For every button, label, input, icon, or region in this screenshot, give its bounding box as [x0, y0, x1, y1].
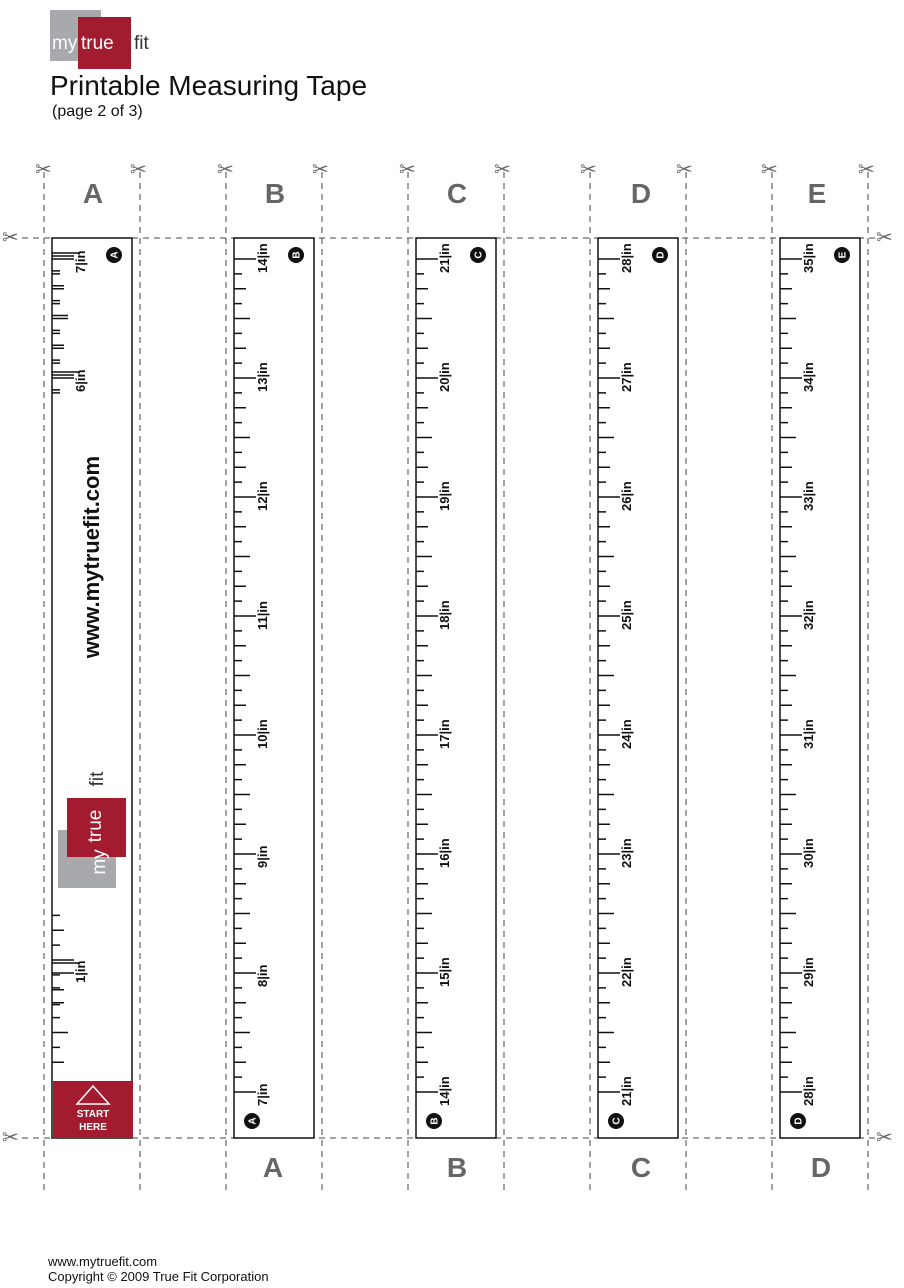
scissors-icon: ✂	[2, 227, 19, 249]
badge-letter: A	[109, 251, 121, 259]
footer-url: www.mytruefit.com	[48, 1254, 158, 1269]
scissors-icon: ✂	[312, 159, 329, 181]
inch-label: 11|in	[255, 601, 270, 630]
start-label-line1: START	[76, 1109, 110, 1120]
inch-label: 29|in	[801, 957, 816, 987]
inch-label: 23|in	[619, 838, 634, 868]
inch-label: 35|in	[801, 243, 816, 273]
column-letter-top-b: B	[264, 178, 286, 209]
inch-label: 31|in	[801, 719, 816, 749]
inch-label: 15|in	[437, 957, 452, 987]
scissors-icon: ✂	[876, 1127, 893, 1149]
inch-label: 21|in	[437, 243, 452, 273]
inch-label: 20|in	[437, 362, 452, 392]
inch-label: 27|in	[619, 362, 634, 392]
strip-logo-fit: fit	[87, 771, 108, 787]
start-label-line2: HERE	[79, 1122, 107, 1133]
inch-label: 32|in	[801, 600, 816, 630]
scissors-icon: ✂	[580, 159, 597, 181]
inch-label: 24|in	[619, 719, 634, 749]
inch-label: 17|in	[437, 719, 452, 749]
strip-logo-my: my	[89, 849, 110, 875]
scissors-icon: ✂	[2, 1127, 19, 1149]
inch-label: 6|in	[73, 369, 88, 392]
inch-label: 33|in	[801, 481, 816, 511]
inch-label: 25|in	[619, 600, 634, 630]
strip-logo-true: true	[85, 809, 106, 843]
tape-strips	[52, 238, 860, 1138]
column-letter-top-e: E	[807, 178, 827, 209]
logo-fit-text: fit	[134, 33, 149, 54]
inch-label: 9|in	[255, 845, 270, 868]
inch-label: 14|in	[255, 243, 270, 273]
inch-label: 21|in	[619, 1076, 634, 1106]
inch-label: 12|in	[255, 481, 270, 511]
start-arrow-icon	[75, 1084, 111, 1106]
badge-letter: D	[793, 1117, 805, 1125]
inch-label: 8|in	[255, 964, 270, 987]
inch-label: 7|in	[73, 250, 88, 273]
scissors-icon: ✂	[130, 159, 147, 181]
logo-true-text: true	[81, 33, 114, 54]
scissors-icon: ✂	[876, 227, 893, 249]
inch-label: 34|in	[801, 362, 816, 392]
logo-my-text: my	[52, 33, 78, 54]
badge-letter: B	[291, 251, 303, 259]
scissors-icon: ✂	[217, 159, 234, 181]
scissors-icon: ✂	[761, 159, 778, 181]
page-subtitle: (page 2 of 3)	[52, 103, 143, 120]
badge-letter: C	[473, 251, 485, 259]
inch-label: 30|in	[801, 838, 816, 868]
badge-letter: D	[655, 251, 667, 259]
column-letter-top-d: D	[630, 178, 652, 209]
inch-label: 19|in	[437, 481, 452, 511]
footer-copyright: Copyright © 2009 True Fit Corporation	[48, 1269, 269, 1284]
column-letter-bottom-c: C	[630, 1152, 652, 1183]
inch-label: 1|in	[73, 960, 88, 983]
badge-letter: A	[247, 1117, 259, 1125]
scissors-icon: ✂	[494, 159, 511, 181]
badge-letter: C	[611, 1117, 623, 1125]
scissors-icon: ✂	[676, 159, 693, 181]
column-letter-bottom-b: B	[446, 1152, 468, 1183]
inch-label: 13|in	[255, 362, 270, 392]
strip-a-website: www.mytruefit.com	[79, 455, 104, 659]
scissors-icon: ✂	[858, 159, 875, 181]
inch-label: 18|in	[437, 600, 452, 630]
inch-label: 16|in	[437, 838, 452, 868]
page-title: Printable Measuring Tape	[50, 70, 368, 101]
badge-letter: E	[837, 251, 849, 259]
column-letter-bottom-a: A	[262, 1152, 284, 1183]
inch-label: 28|in	[801, 1076, 816, 1106]
column-letter-top-a: A	[82, 178, 104, 209]
column-letter-bottom-d: D	[810, 1152, 832, 1183]
column-letter-top-c: C	[446, 178, 468, 209]
scissors-icon: ✂	[35, 159, 52, 181]
start-here-box	[53, 1081, 133, 1138]
inch-label: 14|in	[437, 1076, 452, 1106]
inch-label: 26|in	[619, 481, 634, 511]
inch-label: 10|in	[255, 719, 270, 749]
badge-letter: B	[429, 1117, 441, 1125]
inch-label: 28|in	[619, 243, 634, 273]
scissors-icon: ✂	[399, 159, 416, 181]
inch-label: 7|in	[255, 1083, 270, 1106]
inch-label: 22|in	[619, 957, 634, 987]
